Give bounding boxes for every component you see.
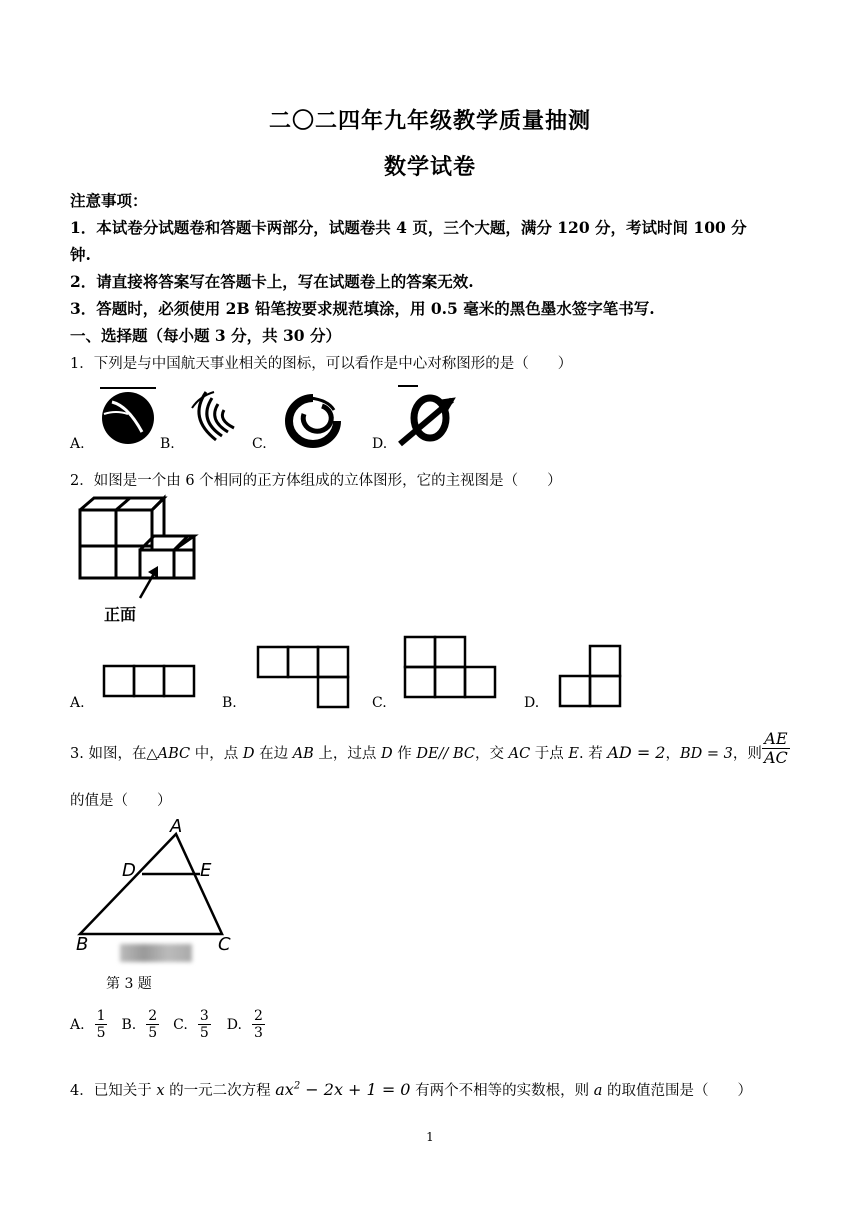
q3-option-a-label: A. — [70, 1016, 85, 1033]
exam-subtitle: 数学试卷 — [383, 154, 476, 180]
q3-option-b-fraction — [146, 1008, 159, 1041]
q4-var-x: x — [156, 1083, 165, 1099]
q2-option-b-figure — [257, 646, 349, 708]
q3-ratio-fraction — [760, 730, 792, 768]
q3-point-e: E — [568, 746, 580, 762]
q3-text-2: 中，点 — [190, 746, 243, 762]
q3-option-a-num: 1 — [96, 1008, 106, 1024]
sphere-logo-icon — [98, 384, 158, 446]
q3-option-c-label: C. — [173, 1016, 188, 1033]
front-view-arrow — [136, 562, 166, 602]
triangle-label-b: B — [76, 934, 89, 955]
q3-side-ac: AC — [508, 746, 531, 762]
blurred-watermark — [120, 944, 192, 962]
question-3-stem — [70, 742, 762, 763]
q3-text-4: 上，过点 — [313, 746, 382, 762]
q3-option-a-den: 5 — [96, 1025, 106, 1042]
note-item-1-cont: 钟. — [70, 245, 91, 264]
q3-ratio-num: AE — [764, 729, 788, 748]
q3-option-b-label: B. — [121, 1016, 137, 1033]
triangle-figure — [72, 818, 242, 958]
notes-heading: 注意事项： — [70, 191, 148, 210]
q3-point-d-2: D — [381, 746, 393, 762]
q2-option-b-label: B. — [222, 695, 237, 711]
q2-option-a-figure — [103, 665, 195, 697]
front-label: 正面 — [104, 605, 137, 624]
q3-triangle-name: ABC — [157, 746, 191, 762]
note-item-2: 2．请直接将答案写在答题卡上，写在试题卷上的答案无效. — [70, 272, 474, 291]
question-3-line2: 的值是（ ） — [70, 793, 172, 809]
spiral-ring-logo-icon — [282, 394, 344, 448]
q3-text-8: . 若 — [579, 746, 608, 762]
q2-option-c-label: C. — [372, 695, 387, 711]
orbit-ring-logo-icon — [396, 384, 456, 448]
q3-option-d-den: 3 — [253, 1025, 263, 1042]
q3-option-b-num: 2 — [148, 1008, 158, 1024]
note-item-3: 3．答题时，必须使用 2B 铅笔按要求规范填涂，用 0.5 毫米的黑色墨水签字笔书写. — [70, 299, 655, 318]
q3-text-1: 3. 如图，在△ — [70, 746, 158, 762]
question-1-stem: 1．下列是与中国航天事业相关的图标，可以看作是中心对称图形的是（ ） — [70, 356, 573, 372]
q3-text-9: ，则 — [732, 746, 762, 762]
q1-option-d-label: D. — [372, 436, 388, 452]
q3-side-ab: AB — [292, 746, 314, 762]
q2-option-d-label: D. — [524, 695, 540, 711]
q2-option-c-figure — [404, 636, 496, 698]
q3-option-b-den: 5 — [148, 1025, 158, 1042]
q4-text-1: 4．已知关于 — [70, 1083, 157, 1099]
q4-var-a: a — [593, 1083, 603, 1099]
triangle-label-a: A — [170, 816, 183, 837]
q3-point-d: D — [242, 746, 255, 762]
q1-option-b-label: B. — [160, 436, 175, 452]
q4-eq-rest: − 2x + 1 = 0 — [300, 1080, 411, 1099]
q3-text-3: 在边 — [254, 746, 293, 762]
q3-bd-value: BD = 3 — [679, 746, 733, 762]
q3-text-7: 于点 — [530, 746, 569, 762]
q3-comma: ， — [665, 746, 680, 762]
q4-equation — [275, 1080, 410, 1099]
q1-option-a-label: A. — [70, 436, 85, 452]
q3-option-d-num: 2 — [253, 1008, 263, 1024]
triangle-label-c: C — [218, 934, 231, 955]
q4-text-2: 的一元二次方程 — [164, 1083, 276, 1099]
q3-parallel: DE// BC — [416, 746, 476, 762]
q4-eq-ax: ax — [275, 1080, 294, 1099]
q3-text-6: ，交 — [475, 746, 509, 762]
triangle-label-d: D — [122, 860, 136, 881]
arc-lines-logo-icon — [186, 388, 246, 446]
q2-option-a-label: A. — [70, 695, 85, 711]
q3-option-c-fraction — [198, 1008, 211, 1041]
section-heading: 一、选择题（每小题 3 分，共 30 分） — [70, 326, 341, 345]
q3-ratio-den: AC — [764, 748, 788, 768]
q4-eq-exponent: 2 — [293, 1080, 301, 1092]
q3-option-d-label: D. — [226, 1016, 242, 1033]
figure-caption: 第 3 题 — [106, 976, 152, 992]
q4-text-3: 有两个不相等的实数根，则 — [410, 1083, 594, 1099]
q3-ad-value: AD = 2 — [607, 743, 666, 762]
q3-option-d-fraction — [252, 1008, 265, 1041]
q1-option-c-label: C. — [252, 436, 267, 452]
q3-text-5: 作 — [392, 746, 417, 762]
q3-option-a-fraction — [95, 1008, 108, 1041]
page-number: 1 — [426, 1130, 434, 1144]
q4-text-4: 的取值范围是（ ） — [602, 1083, 752, 1099]
note-item-1: 1．本试卷分试题卷和答题卡两部分，试题卷共 4 页，三个大题，满分 120 分，考试时间 100 分 — [70, 218, 747, 237]
q2-option-d-figure — [559, 645, 621, 707]
q3-option-c-num: 3 — [199, 1008, 209, 1024]
triangle-label-e: E — [200, 860, 212, 881]
q3-options — [70, 1008, 267, 1041]
q3-option-c-den: 5 — [199, 1025, 209, 1042]
question-4-stem — [70, 1079, 752, 1100]
question-2-stem: 2．如图是一个由 6 个相同的正方体组成的立体图形，它的主视图是（ ） — [70, 473, 562, 489]
exam-title: 二〇二四年九年级教学质量抽测 — [268, 108, 591, 134]
